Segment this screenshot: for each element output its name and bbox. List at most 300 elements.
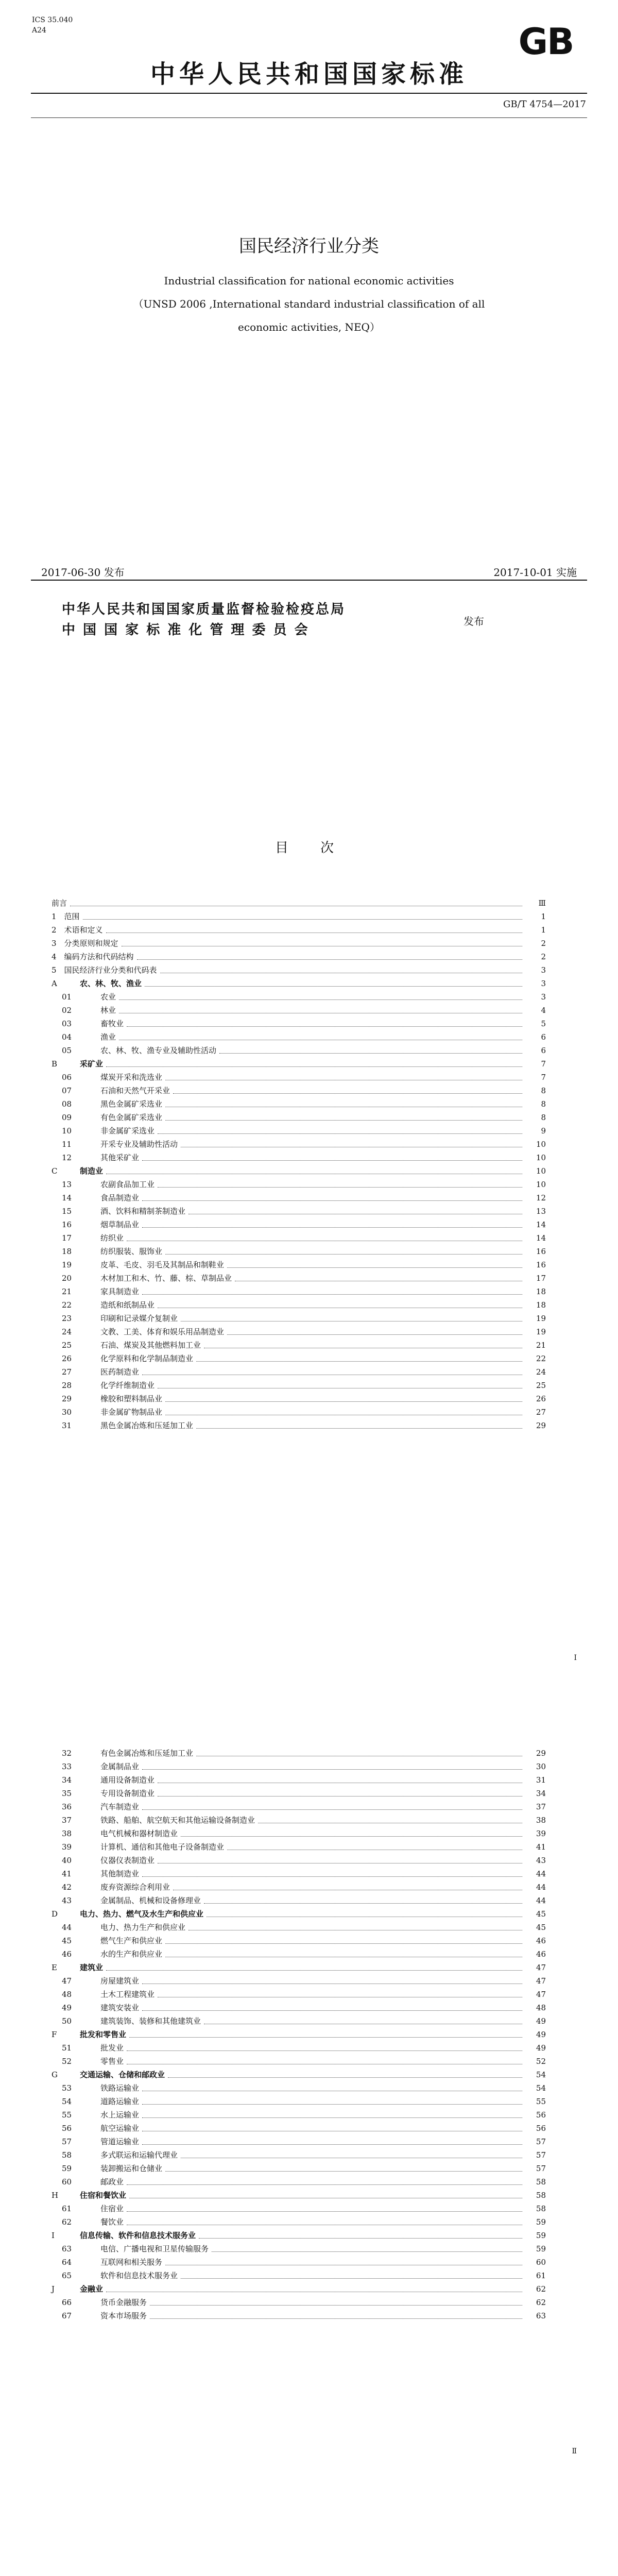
toc-division-row	[52, 1338, 546, 1352]
toc-leader-dots	[106, 1970, 522, 1971]
toc-label: 农、林、牧、渔业	[80, 979, 142, 988]
toc-code: 49	[62, 2003, 72, 2012]
toc-division-row	[52, 1312, 546, 1325]
toc-division-row	[52, 1352, 546, 1365]
toc-chapter-row	[52, 923, 546, 937]
cover-rule-sub	[31, 117, 587, 118]
toc-page-number: 3	[541, 992, 546, 1002]
toc-page-number: 57	[536, 2164, 546, 2173]
toc-page-number: 18	[536, 1300, 546, 1310]
toc-page-number: 10	[536, 1180, 546, 1189]
toc-label: 石油和天然气开采业	[100, 1086, 170, 1095]
toc-label: 汽车制造业	[100, 1802, 140, 1811]
toc-page-number: 62	[536, 2298, 546, 2307]
toc-code: 18	[62, 1247, 72, 1256]
toc-code: 40	[62, 1856, 72, 1865]
toc-page-number: 29	[536, 1749, 546, 1758]
toc-division-row	[52, 2001, 546, 2014]
toc-page-number: 1	[541, 912, 546, 921]
toc-page-number: 8	[541, 1113, 546, 1122]
toc-label: 批发业	[100, 2043, 124, 2053]
toc-code: 06	[62, 1073, 72, 1082]
toc-code: 53	[62, 2083, 72, 2093]
toc-leader-dots	[158, 1187, 522, 1188]
toc-code: 29	[62, 1394, 72, 1403]
toc-page-number: 45	[536, 1909, 546, 1919]
toc-code: 64	[62, 2258, 72, 2267]
toc-label: 交通运输、仓储和邮政业	[80, 2070, 165, 2079]
toc-division-row	[52, 1017, 546, 1030]
toc-category-row	[52, 2068, 546, 2081]
toc-page-number: 16	[536, 1247, 546, 1256]
toc-label: 纺织业	[100, 1233, 124, 1243]
toc-code: 39	[62, 1842, 72, 1852]
toc-leader-dots	[165, 1254, 522, 1255]
toc-division-row	[52, 1773, 546, 1787]
toc-page-number: 1	[541, 925, 546, 935]
toc-page-number: 56	[536, 2124, 546, 2133]
toc-title: 目 次	[274, 840, 343, 856]
toc-code: 04	[62, 1032, 72, 1042]
toc-category-row	[52, 2282, 546, 2296]
toc-label: 烟草制品业	[100, 1220, 140, 1229]
toc-page-number: 52	[536, 2057, 546, 2066]
toc-code: 24	[62, 1327, 72, 1336]
ccs-code: A24	[32, 26, 46, 35]
toc-division-row	[52, 2041, 546, 2055]
toc-code: A	[52, 979, 57, 988]
toc-division-row	[52, 2202, 546, 2215]
toc-label: 资本市场服务	[100, 2311, 147, 2320]
toc-division-row	[52, 2095, 546, 2108]
toc-page-number: 43	[536, 1856, 546, 1865]
toc-division-row	[52, 2055, 546, 2068]
toc-leader-dots	[165, 1401, 522, 1402]
toc-label: 农、林、牧、渔专业及辅助性活动	[100, 1046, 217, 1055]
toc-label: 道路运输业	[100, 2097, 140, 2106]
toc-division-row	[52, 1365, 546, 1379]
toc-division-row	[52, 1947, 546, 1961]
toc-code: I	[52, 2231, 55, 2240]
toc-code: 14	[62, 1193, 72, 1202]
toc-leader-dots	[142, 2117, 522, 2118]
toc-page-number: 17	[536, 1274, 546, 1283]
toc-code: 65	[62, 2271, 72, 2280]
toc-page-number: 62	[536, 2284, 546, 2294]
toc-label: 皮革、毛皮、羽毛及其制品和制鞋业	[100, 1260, 225, 1269]
toc-label: 水上运输业	[100, 2110, 140, 2120]
toc-code: 13	[62, 1180, 72, 1189]
toc-leader-dots	[127, 2211, 522, 2212]
toc-code: 51	[62, 2043, 72, 2053]
toc-page-number: 54	[536, 2083, 546, 2093]
toc-division-row	[52, 1840, 546, 1854]
toc-code: 60	[62, 2177, 72, 2187]
toc-code: 27	[62, 1367, 72, 1377]
toc-label: 铁路运输业	[100, 2083, 140, 2093]
toc-category-row	[52, 2189, 546, 2202]
toc-page-number: 44	[536, 1869, 546, 1878]
toc-code: 57	[62, 2137, 72, 2146]
toc-division-row	[52, 2081, 546, 2095]
toc-category-row	[52, 2229, 546, 2242]
toc-label: 有色金属冶炼和压延加工业	[100, 1749, 194, 1758]
toc-label: 采矿业	[80, 1059, 104, 1069]
toc-label: 金属制品、机械和设备修理业	[100, 1896, 201, 1905]
toc-leader-dots	[106, 1066, 522, 1067]
toc-page-number: 14	[536, 1233, 546, 1243]
toc-code: 34	[62, 1775, 72, 1785]
toc-code: 16	[62, 1220, 72, 1229]
toc-page-number: 58	[536, 2177, 546, 2187]
toc-page-number: 7	[541, 1059, 546, 1069]
ics-code: ICS 35.040	[32, 16, 73, 24]
toc-code: 01	[62, 992, 72, 1002]
toc-division-row	[52, 1419, 546, 1432]
toc-page-number: 63	[536, 2311, 546, 2320]
page-number: Ⅰ	[574, 1654, 577, 1662]
toc-label: 化学纤维制造业	[100, 1381, 155, 1390]
toc-label: 土木工程建筑业	[100, 1990, 155, 1999]
toc-page-number: 16	[536, 1260, 546, 1269]
toc-division-row	[52, 1298, 546, 1312]
toc-code: 47	[62, 1976, 72, 1986]
toc-label: 金属制品业	[100, 1762, 140, 1771]
toc-division-row	[52, 1974, 546, 1988]
toc-label: 印刷和记录媒介复制业	[100, 1314, 178, 1323]
toc-label: 纺织服装、服饰业	[100, 1247, 163, 1256]
toc-page-number: 45	[536, 1923, 546, 1932]
toc-label: 石油、煤炭及其他燃料加工业	[100, 1341, 201, 1350]
toc-label: 有色金属矿采选业	[100, 1113, 163, 1122]
toc-label: 信息传输、软件和信息技术服务业	[80, 2231, 196, 2240]
issuing-org-2: 中 国 国 家 标 准 化 管 理 委 员 会	[62, 622, 310, 638]
toc-page-number: 9	[541, 1126, 546, 1136]
toc-label: 其他采矿业	[100, 1153, 140, 1162]
toc-label: 电力、热力生产和供应业	[100, 1923, 186, 1932]
toc-page-number: 49	[536, 2016, 546, 2026]
issued-label: 发布	[464, 615, 484, 628]
toc-code: 19	[62, 1260, 72, 1269]
toc-label: 煤炭开采和洗选业	[100, 1073, 163, 1082]
toc-page-number: 37	[536, 1802, 546, 1811]
toc-division-row	[52, 1097, 546, 1111]
toc-page-number: 25	[536, 1381, 546, 1390]
toc-division-row	[52, 1272, 546, 1285]
toc-division-row	[52, 1231, 546, 1245]
toc-leader-dots	[219, 1053, 522, 1054]
toc-page-number: 27	[536, 1408, 546, 1417]
toc-code: F	[52, 2030, 57, 2039]
toc-division-row	[52, 1030, 546, 1044]
toc-division-row	[52, 1854, 546, 1867]
toc-code: 45	[62, 1936, 72, 1945]
toc-division-row	[52, 1988, 546, 2001]
toc-label: 木材加工和木、竹、藤、棕、草制品业	[100, 1274, 232, 1283]
toc-code: 26	[62, 1354, 72, 1363]
toc-page-number: 57	[536, 2150, 546, 2160]
toc-label: 非金属矿物制品业	[100, 1408, 163, 1417]
toc-label: 3 分类原则和规定	[52, 939, 118, 948]
toc-label: 电力、热力、燃气及水生产和供应业	[80, 1909, 204, 1919]
toc-page-number: 49	[536, 2043, 546, 2053]
toc-division-row	[52, 1405, 546, 1419]
toc-label: 电气机械和器材制造业	[100, 1829, 178, 1838]
toc-label: 铁路、船舶、航空航天和其他运输设备制造业	[100, 1816, 255, 1825]
toc-division-row	[52, 1124, 546, 1138]
toc-code: 61	[62, 2204, 72, 2213]
toc-page-number: 14	[536, 1220, 546, 1229]
toc-label: 文教、工美、体育和娱乐用品制造业	[100, 1327, 225, 1336]
toc-leader-dots	[204, 1903, 522, 1904]
toc-code: 08	[62, 1099, 72, 1109]
toc-page-number: 58	[536, 2191, 546, 2200]
toc-page-number: 55	[536, 2097, 546, 2106]
toc-code: J	[52, 2284, 55, 2294]
toc-leader-dots	[129, 2037, 522, 2038]
toc-label: 通用设备制造业	[100, 1775, 155, 1785]
toc-page-number: 47	[536, 1963, 546, 1972]
toc-label: 建筑安装业	[100, 2003, 140, 2012]
toc-page-number: 59	[536, 2217, 546, 2227]
toc-chapter-row	[52, 937, 546, 950]
toc-page-number: 10	[536, 1153, 546, 1162]
toc-leader-dots	[142, 1200, 522, 1201]
toc-code: 43	[62, 1896, 72, 1905]
toc-division-row	[52, 1191, 546, 1205]
toc-label: 航空运输业	[100, 2124, 140, 2133]
cover-page	[0, 0, 618, 696]
toc-code: 54	[62, 2097, 72, 2106]
cover-rule-top	[31, 93, 587, 94]
toc-division-row	[52, 1285, 546, 1298]
toc-code: 55	[62, 2110, 72, 2120]
toc-page-2	[0, 1747, 618, 2455]
toc-division-row	[52, 1814, 546, 1827]
toc-code: D	[52, 1909, 58, 1919]
toc-label: 住宿业	[100, 2204, 124, 2213]
toc-division-row	[52, 2269, 546, 2282]
toc-code: 09	[62, 1113, 72, 1122]
toc-page-number: 2	[541, 939, 546, 948]
toc-leader-dots	[196, 1428, 522, 1429]
toc-label: 仪器仪表制造业	[100, 1856, 155, 1865]
toc-code: 07	[62, 1086, 72, 1095]
toc-page-number: 6	[541, 1046, 546, 1055]
release-date: 2017-06-30 发布	[41, 566, 125, 579]
toc-page-number: 49	[536, 2030, 546, 2039]
toc-label: 黑色金属冶炼和压延加工业	[100, 1421, 194, 1430]
toc-page-number: 5	[541, 1019, 546, 1028]
toc-code: 20	[62, 1274, 72, 1283]
toc-leader-dots	[142, 1769, 522, 1770]
toc-leader-dots	[83, 919, 522, 920]
toc-label: 建筑业	[80, 1963, 104, 1972]
toc-page-number: 31	[536, 1775, 546, 1785]
toc-leader-dots	[119, 999, 522, 1000]
toc-label: 互联网和相关服务	[100, 2258, 163, 2267]
toc-label: 家具制造业	[100, 1287, 140, 1296]
toc-label: 农副食品加工业	[100, 1180, 155, 1189]
toc-code: C	[52, 1166, 58, 1176]
toc-code: 56	[62, 2124, 72, 2133]
toc-division-row	[52, 2122, 546, 2135]
toc-label: 非金属矿采选业	[100, 1126, 155, 1136]
toc-code: 32	[62, 1749, 72, 1758]
toc-code: 59	[62, 2164, 72, 2173]
toc-leader-dots	[227, 1267, 522, 1268]
toc-division-row	[52, 1084, 546, 1097]
toc-label: 水的生产和供应业	[100, 1950, 163, 1959]
toc-page-number: 54	[536, 2070, 546, 2079]
toc-label: 渔业	[100, 1032, 116, 1042]
toc-code: 42	[62, 1883, 72, 1892]
toc-label: 5 国民经济行业分类和代码表	[52, 965, 157, 975]
toc-code: B	[52, 1059, 58, 1069]
toc-code: 46	[62, 1950, 72, 1959]
toc-label: 批发和零售业	[80, 2030, 127, 2039]
toc-code: 28	[62, 1381, 72, 1390]
toc-division-row	[52, 1138, 546, 1151]
toc-page-number: 56	[536, 2110, 546, 2120]
toc-leader-dots	[150, 2318, 522, 2319]
toc-page-1	[0, 732, 618, 1662]
toc-page-number: 18	[536, 1287, 546, 1296]
toc-code: 41	[62, 1869, 72, 1878]
toc-division-row	[52, 2242, 546, 2256]
toc-category-row	[52, 1164, 546, 1178]
toc-code: 36	[62, 1802, 72, 1811]
toc-page-number: 19	[536, 1314, 546, 1323]
toc-label: 废弃资源综合利用业	[100, 1883, 170, 1892]
toc-label: 货币金融服务	[100, 2298, 147, 2307]
toc-page-number: 4	[541, 1006, 546, 1015]
toc-division-row	[52, 2135, 546, 2148]
toc-code: 35	[62, 1789, 72, 1798]
cover-rule-bottom	[31, 580, 587, 581]
toc-label: 造纸和纸制品业	[100, 1300, 155, 1310]
toc-leader-dots	[142, 1227, 522, 1228]
toc-leader-dots	[165, 1943, 522, 1944]
toc-code: 52	[62, 2057, 72, 2066]
toc-leader-dots	[142, 1809, 522, 1810]
toc-leader-dots	[173, 1093, 522, 1094]
toc-division-row	[52, 1800, 546, 1814]
toc-code: 67	[62, 2311, 72, 2320]
toc-division-row	[52, 990, 546, 1004]
toc-page-number: 59	[536, 2231, 546, 2240]
toc-page-number: 26	[536, 1394, 546, 1403]
toc-leader-dots	[165, 1120, 522, 1121]
toc-division-row	[52, 1747, 546, 1760]
toc-page-number: 44	[536, 1896, 546, 1905]
toc-label: 专用设备制造业	[100, 1789, 155, 1798]
toc-division-row	[52, 1760, 546, 1773]
toc-code: 30	[62, 1408, 72, 1417]
gb-logo-text: GB	[518, 23, 574, 59]
toc-label: 畜牧业	[100, 1019, 124, 1028]
toc-page-number: 47	[536, 1990, 546, 1999]
toc-division-row	[52, 2162, 546, 2175]
toc-label: 邮政业	[100, 2177, 124, 2187]
toc-page-number: 30	[536, 1762, 546, 1771]
toc-page-number: 60	[536, 2258, 546, 2267]
toc-leader-dots	[142, 1294, 522, 1295]
toc-page-number: 29	[536, 1421, 546, 1430]
toc-division-row	[52, 2256, 546, 2269]
toc-section-1	[52, 896, 546, 1432]
toc-code: 63	[62, 2244, 72, 2253]
toc-label: 餐饮业	[100, 2217, 124, 2227]
toc-division-row	[52, 1934, 546, 1947]
toc-label: 零售业	[100, 2057, 124, 2066]
en-title: Industrial classification for national economic activities	[164, 275, 454, 287]
toc-page-number: 22	[536, 1354, 546, 1363]
toc-category-row	[52, 977, 546, 990]
toc-page-number: 38	[536, 1816, 546, 1825]
toc-page-number: 44	[536, 1883, 546, 1892]
toc-code: 10	[62, 1126, 72, 1136]
toc-page-number: 47	[536, 1976, 546, 1986]
toc-code: 12	[62, 1153, 72, 1162]
toc-code: 15	[62, 1207, 72, 1216]
toc-page-number: 13	[536, 1207, 546, 1216]
toc-category-row	[52, 1907, 546, 1921]
toc-division-row	[52, 1325, 546, 1338]
toc-page-number: 58	[536, 2204, 546, 2213]
toc-label: 橡胶和塑料制品业	[100, 1394, 163, 1403]
toc-code: 48	[62, 1990, 72, 1999]
toc-division-row	[52, 2148, 546, 2162]
toc-section-2	[52, 1747, 546, 2323]
toc-leader-dots	[227, 1334, 522, 1335]
toc-leader-dots	[145, 986, 522, 987]
toc-division-row	[52, 1921, 546, 1934]
toc-label: 制造业	[80, 1166, 104, 1176]
toc-division-row	[52, 1258, 546, 1272]
toc-division-row	[52, 1218, 546, 1231]
toc-leader-dots	[165, 2171, 522, 2172]
toc-category-row	[52, 1961, 546, 1974]
toc-leader-dots	[168, 2077, 522, 2078]
toc-page-number: 46	[536, 1936, 546, 1945]
toc-label: 金融业	[80, 2284, 104, 2294]
toc-leader-dots	[158, 1133, 522, 1134]
toc-division-row	[52, 1178, 546, 1191]
toc-page-number: 46	[536, 1950, 546, 1959]
toc-code: 25	[62, 1341, 72, 1350]
toc-division-row	[52, 1044, 546, 1057]
toc-label: 农业	[100, 992, 116, 1002]
issuing-org-1: 中华人民共和国国家质量监督检验检疫总局	[62, 602, 346, 617]
toc-division-row	[52, 2014, 546, 2028]
toc-page-number: 41	[536, 1842, 546, 1852]
toc-page-number: 19	[536, 1327, 546, 1336]
toc-code: 03	[62, 1019, 72, 1028]
toc-division-row	[52, 2215, 546, 2229]
toc-label: 酒、饮料和精制茶制造业	[100, 1207, 186, 1216]
toc-leader-dots	[142, 2144, 522, 2145]
toc-label: 软件和信息技术服务业	[100, 2271, 178, 2280]
toc-code: 02	[62, 1006, 72, 1015]
toc-leader-dots	[142, 1876, 522, 1877]
toc-label: 建筑装饰、装修和其他建筑业	[100, 2016, 201, 2026]
toc-label: 装卸搬运和仓储业	[100, 2164, 163, 2173]
toc-chapter-row	[52, 963, 546, 977]
toc-page-number: 3	[541, 965, 546, 975]
toc-leader-dots	[142, 1160, 522, 1161]
toc-label: 1 范围	[52, 912, 80, 921]
